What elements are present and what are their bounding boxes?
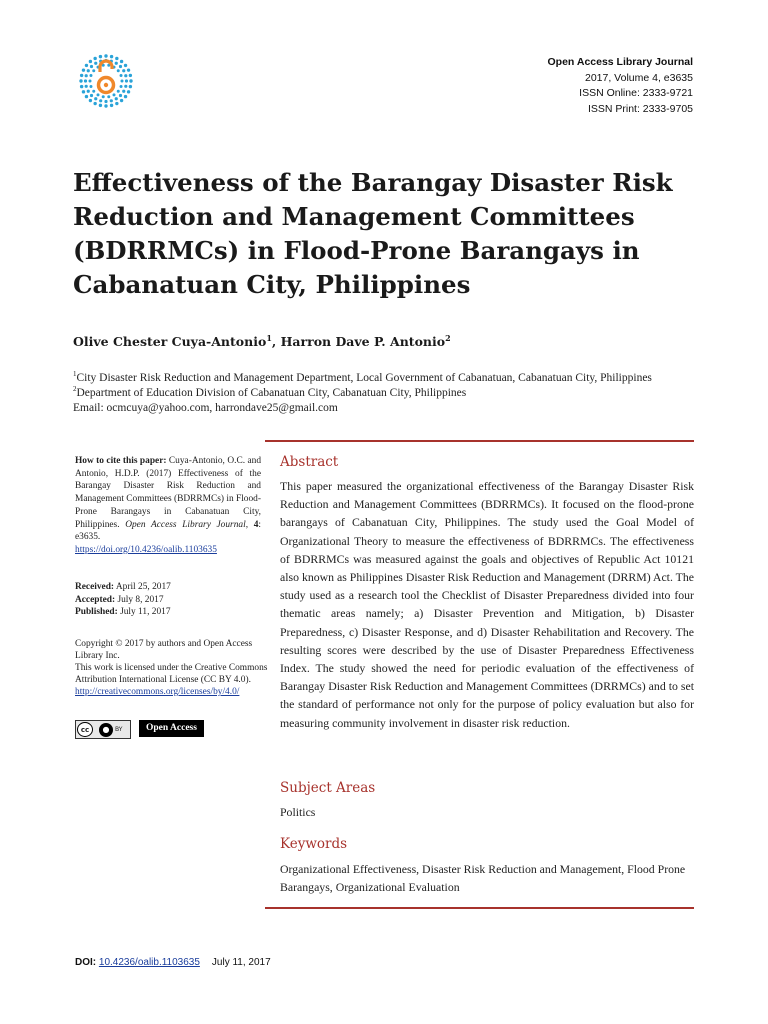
logo-dot	[92, 69, 95, 72]
logo-dot	[87, 90, 90, 93]
logo-dot	[113, 93, 116, 96]
logo-dot	[94, 62, 97, 65]
license-block	[75, 638, 270, 698]
logo-dot	[89, 85, 92, 88]
logo-dot	[110, 99, 113, 102]
subject-areas-heading: Subject Areas	[280, 780, 376, 796]
logo-dot	[80, 85, 83, 88]
logo-dot	[85, 64, 88, 67]
journal-name: Open Access Library Journal	[547, 56, 693, 68]
accepted-label: Accepted:	[75, 594, 116, 605]
accepted-value: July 8, 2017	[115, 594, 164, 605]
footer-date: July 11, 2017	[211, 957, 271, 968]
citation-volume: 4	[253, 519, 259, 530]
subject-areas-text: Politics	[280, 805, 316, 819]
logo-dot	[110, 104, 113, 107]
logo-dot	[104, 54, 107, 57]
logo-dot	[82, 90, 85, 93]
publication-dates	[75, 581, 171, 619]
logo-dot	[99, 55, 102, 58]
by-person-icon: ●	[99, 723, 113, 737]
logo-dot	[92, 90, 95, 93]
logo-dot	[115, 62, 118, 65]
logo-dot	[122, 90, 125, 93]
logo-dot	[93, 57, 96, 60]
abstract-text: This paper measured the organizational effectiveness of the Barangay Disaster Risk Reduction and Management Committees (BDRRMCs). It focused on the flood-prone barangays of Cabanatuan City, Philippines. The study used the Goal Model of Organizational Theory to measure the effectiveness of BDRRMCs. The effectiveness of BDRRMCs was measured against the goals and objectives of Republic Act 10121 also known as Philippines Disaster Risk Reduction and Management (DRRM) Act. The study used as a research tool the Checklist of Disaster Preparedness divided into four thematic areas namely; a) Disaster Prevention and Mitigation, b) Disaster Preparedness, c) Disaster Response, and d) Disaster Rehabilitation and Recovery. The resulting scores were described by the use of Disaster Preparedness Effectiveness Index. The study showed the need for periodic evaluation of the effectiveness of Barangay Disaster Risk Reduction and Management Committees (DRRMCs) and to set the standard of performance not only for the purpose of policy evaluation but also for measuring community involvement in disaster risk reduction.	[280, 479, 694, 730]
author-separator: ,	[271, 334, 281, 350]
affiliation-2-number: 2	[73, 385, 77, 393]
cc-icon: cc	[77, 722, 93, 737]
logo-dot	[129, 74, 132, 77]
license-link[interactable]: http://creativecommons.org/licenses/by/4.0/	[75, 687, 240, 697]
logo-dot	[89, 60, 92, 63]
citation-journal: Open Access Library Journal	[125, 519, 246, 530]
license-text: This work is licensed under the Creative Commons Attribution International License (CC BY 4.0).	[75, 663, 268, 685]
logo-dot	[117, 90, 120, 93]
logo-dot	[127, 90, 130, 93]
logo-dot	[107, 95, 110, 98]
logo-dot	[124, 74, 127, 77]
logo-dot	[85, 95, 88, 98]
affiliation-1-text: City Disaster Risk Reduction and Management Department, Local Government of Cabanatuan, Cabanatuan City, Philippines	[76, 371, 652, 384]
logo-dot	[122, 69, 125, 72]
logo-dot	[85, 74, 88, 77]
journal-volume: 2017, Volume 4, e3635	[584, 71, 693, 84]
logo-dot	[129, 79, 132, 82]
issn-print: ISSN Print: 2333-9705	[587, 102, 693, 115]
abstract-top-rule	[265, 440, 694, 442]
by-label: BY	[115, 726, 123, 733]
citation-text: Cuya-Antonio, O.C. and Antonio, H.D.P. (2017) Effectiveness of the Barangay Disaster Risk Reduction and Management Committees (BDRRMCs) in Flood-Prone Barangays in Cabanatuan City, Philippines.	[75, 456, 262, 530]
author-1: Olive Chester Cuya-Antonio	[73, 334, 267, 350]
received-label: Received:	[75, 582, 115, 592]
logo-dot	[82, 68, 85, 71]
logo-dot	[90, 94, 93, 97]
logo-dot	[102, 95, 105, 98]
citation-block: How to cite this paper: Cuya-Antonio, O.C. and Antonio, H.D.P. (2017) Effectiveness of the Barangay Disaster Risk Reduction and Management Committees (BDRRMCs) in Flood-Prone Barangays in Cabanatuan City, Philippines. Open Access Library Journal, 4: e3635. https://doi.org/10.4236/oalib.1103635	[75, 456, 262, 555]
open-access-badge: Open Access	[139, 720, 204, 737]
footer-doi-link[interactable]: 10.4236/oalib.1103635	[98, 957, 200, 968]
citation-page: : e3635.	[75, 519, 261, 543]
logo-dot	[119, 65, 122, 68]
logo-dot	[129, 85, 132, 88]
logo-dot	[79, 79, 82, 82]
logo-dot	[119, 94, 122, 97]
logo-dot	[120, 99, 123, 102]
journal-info	[548, 55, 694, 117]
author-list	[73, 333, 451, 349]
logo-dot	[110, 55, 113, 58]
citation-label: How to cite this paper:	[75, 456, 167, 466]
affiliation-2	[73, 381, 466, 401]
logo-dot	[127, 68, 130, 71]
cc-by-badge[interactable]	[75, 720, 131, 739]
abstract-heading: Abstract	[280, 454, 339, 470]
author-email: Email: ocmcuya@yahoo.com, harrondave25@gmail.com	[73, 402, 338, 414]
logo-dot	[115, 102, 118, 105]
accepted-date	[75, 594, 171, 607]
journal-logo-icon	[78, 53, 134, 109]
logo-dot	[80, 74, 83, 77]
logo-dot	[120, 85, 123, 88]
author-2: Harron Dave P. Antonio	[280, 334, 446, 350]
logo-dot	[89, 74, 92, 77]
received-value: April 25, 2017	[114, 582, 171, 592]
logo-dot	[84, 79, 87, 82]
footer-doi-label: DOI:	[75, 957, 99, 968]
keywords-heading: Keywords	[280, 836, 348, 852]
published-date	[75, 606, 171, 619]
logo-dot	[94, 97, 97, 100]
logo-dot	[97, 93, 100, 96]
logo-dot	[120, 60, 123, 63]
logo-dot	[89, 80, 92, 83]
citation-doi-link[interactable]: https://doi.org/10.4236/oalib.1103635	[75, 544, 217, 555]
open-lock-keyhole-icon	[104, 83, 108, 87]
logo-dot	[104, 100, 107, 103]
logo-dot	[124, 95, 127, 98]
logo-dot	[124, 64, 127, 67]
logo-dot	[85, 85, 88, 88]
author-1-affil: 1	[266, 333, 272, 343]
paper-title: Effectiveness of the Barangay Disaster Risk Reduction and Management Committees (BDRRMCs) in Flood-Prone Barangays in Cabanatuan City, Philippines	[73, 168, 673, 299]
page-footer	[75, 957, 271, 968]
logo-dot	[99, 104, 102, 107]
copyright-text: Copyright © 2017 by authors and Open Access Library Inc.	[75, 639, 253, 661]
license-badges	[75, 720, 204, 739]
logo-dot	[90, 65, 93, 68]
open-lock-shackle-icon	[100, 61, 112, 72]
published-value: July 11, 2017	[117, 607, 171, 618]
received-date	[75, 581, 171, 594]
logo-dot	[115, 57, 118, 60]
issn-online: ISSN Online: 2333-9721	[579, 87, 693, 99]
logo-dot	[89, 99, 92, 102]
logo-dot	[93, 102, 96, 105]
published-label: Published:	[75, 607, 118, 618]
logo-dot	[125, 79, 128, 82]
author-2-affil: 2	[445, 333, 451, 343]
abstract-bottom-rule	[265, 907, 694, 909]
logo-dot	[115, 97, 118, 100]
affiliation-1-number: 1	[73, 370, 77, 378]
logo-dot	[124, 85, 127, 88]
logo-dot	[104, 104, 107, 107]
logo-dot	[99, 99, 102, 102]
keywords-text: Organizational Effectiveness, Disaster Risk Reduction and Management, Flood Prone Barangays, Organizational Evaluation	[280, 862, 686, 894]
logo-dot	[117, 69, 120, 72]
logo-dot	[121, 80, 124, 83]
logo-dot	[120, 74, 123, 77]
logo-dot	[87, 69, 90, 72]
affiliation-2-text: Department of Education Division of Cabanatuan City, Cabanatuan City, Philippines	[76, 386, 467, 399]
